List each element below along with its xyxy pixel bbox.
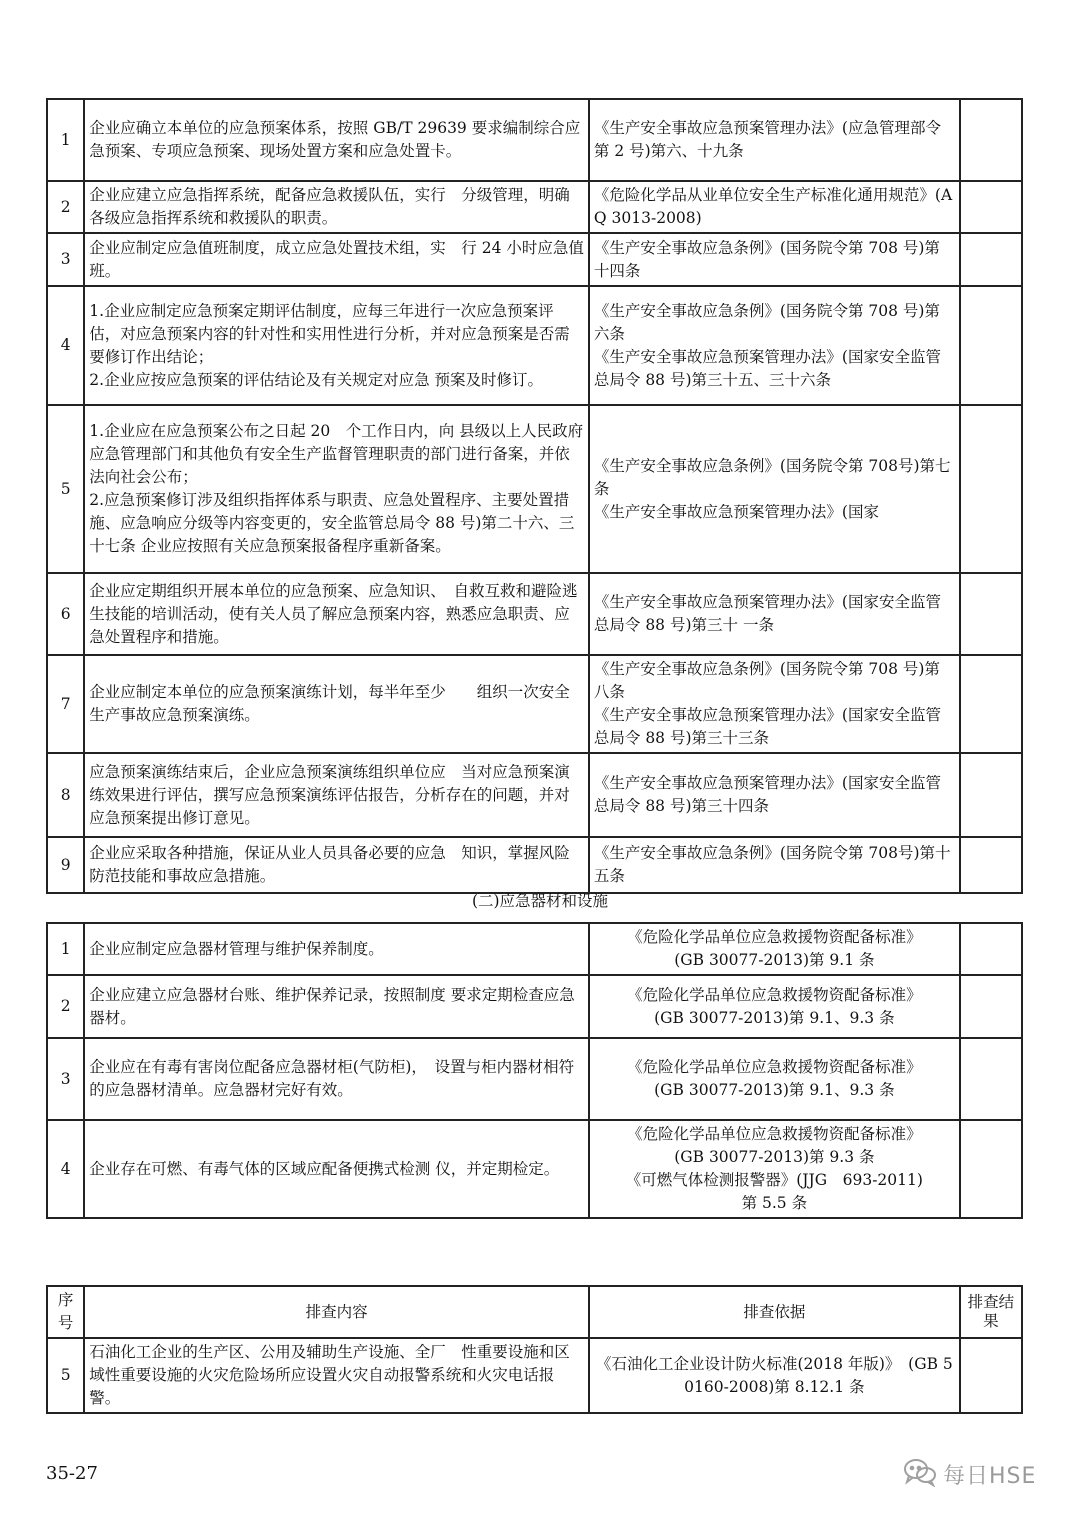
check-content: 企业应确立本单位的应急预案体系，按照 GB/T 29639 要求编制综合应急预案、专项应急预案、现场处置方案和应急处置卡。 [84,99,589,181]
table-row [47,573,1022,655]
check-content: 1.企业应制定应急预案定期评估制度，应每三年进行一次应急预案评估，对应急预案内容的针对性和实用性进行分析，并对应急预案是否需要修订作出结论； 2.企业应按应急预案的评估结论及有关规定对应急 预案及时修订。 [84,286,589,405]
check-basis: 《生产安全事故应急预案管理办法》(应急管理部令第 2 号)第六、十九条 [589,99,960,181]
check-basis: 《生产安全事故应急条例》(国务院令第 708号)第十五条 [589,837,960,893]
check-content: 企业应制定应急器材管理与维护保养制度。 [84,923,589,975]
checklist-table-emergency-equipment [46,922,1023,1219]
check-basis: 《危险化学品单位应急救援物资配备标准》 (GB 30077-2013)第 9.3 条 《可燃气体检测报警器》(JJG 693-2011) 第 5.5 条 [589,1120,960,1218]
check-content: 企业应定期组织开展本单位的应急预案、应急知识、 自救互救和避险逃生技能的培训活动，使有关人员了解应急预案内容，熟悉应急职责、应急处置程序和措施。 [84,573,589,655]
check-content: 企业应建立应急指挥系统，配备应急救援队伍，实行 分级管理，明确各级应急指挥系统和救援队的职责。 [84,181,589,233]
table-row [47,99,1022,181]
table-row [47,753,1022,837]
row-number: 2 [47,181,84,233]
check-result-cell[interactable] [960,1120,1022,1218]
check-basis: 《生产安全事故应急条例》(国务院令第 708 号)第六条 《生产安全事故应急预案管理办法》(国家安全监管总局令 88 号)第三十五、三十六条 [589,286,960,405]
check-basis: 《生产安全事故应急预案管理办法》(国家安全监管总局令 88 号)第三十 一条 [589,573,960,655]
row-number: 7 [47,655,84,753]
table-row [47,1038,1022,1120]
check-result-cell[interactable] [960,975,1022,1038]
check-basis: 《危险化学品单位应急救援物资配备标准》 (GB 30077-2013)第 9.1 条 [589,923,960,975]
check-basis: 《生产安全事故应急条例》(国务院令第 708 号)第八条 《生产安全事故应急预案管理办法》(国家安全监管总局令 88 号)第三十三条 [589,655,960,753]
check-content: 应急预案演练结束后，企业应急预案演练组织单位应 当对应急预案演练效果进行评估，撰写应急预案演练评估报告，分析存在的问题，并对应急预案提出修订意见。 [84,753,589,837]
check-result-cell[interactable] [960,753,1022,837]
table-row [47,1338,1022,1413]
check-basis: 《危险化学品从业单位安全生产标准化通用规范》(AQ 3013-2008) [589,181,960,233]
row-number: 4 [47,1120,84,1218]
watermark-logo [903,1457,1036,1491]
header-result: 排查结果 [960,1286,1022,1338]
row-number: 9 [47,837,84,893]
check-basis: 《石油化工企业设计防火标准(2018 年版)》 (GB 50160-2008)第 8.12.1 条 [589,1338,960,1413]
table-row [47,923,1022,975]
row-number: 5 [47,405,84,573]
table-header-row [47,1286,1022,1338]
table-row [47,233,1022,286]
check-basis: 《生产安全事故应急预案管理办法》(国家安全监管总局令 88 号)第三十四条 [589,753,960,837]
check-result-cell[interactable] [960,837,1022,893]
table-row [47,1120,1022,1218]
row-number: 3 [47,1038,84,1120]
row-number: 5 [47,1338,84,1413]
header-basis: 排查依据 [589,1286,960,1338]
checklist-table-emergency-plan [46,98,1023,894]
check-result-cell[interactable] [960,1338,1022,1413]
row-number: 6 [47,573,84,655]
check-content: 企业应制定本单位的应急预案演练计划，每半年至少 组织一次安全生产事故应急预案演练。 [84,655,589,753]
check-result-cell[interactable] [960,573,1022,655]
checklist-table-fire-alarm [46,1285,1023,1414]
check-content: 企业应建立应急器材台账、维护保养记录，按照制度 要求定期检查应急器材。 [84,975,589,1038]
check-result-cell[interactable] [960,233,1022,286]
header-content: 排查内容 [84,1286,589,1338]
check-result-cell[interactable] [960,286,1022,405]
check-basis: 《危险化学品单位应急救援物资配备标准》 (GB 30077-2013)第 9.1、9.3 条 [589,975,960,1038]
check-content: 企业应采取各种措施，保证从业人员具备必要的应急 知识，掌握风险防范技能和事故应急措施。 [84,837,589,893]
table-row [47,975,1022,1038]
table-row [47,286,1022,405]
table-row [47,837,1022,893]
check-basis: 《生产安全事故应急条例》(国务院令第 708号)第七条 《生产安全事故应急预案管理办法》(国家 [589,405,960,573]
check-result-cell[interactable] [960,655,1022,753]
check-basis: 《危险化学品单位应急救援物资配备标准》 (GB 30077-2013)第 9.1、9.3 条 [589,1038,960,1120]
row-number: 4 [47,286,84,405]
check-result-cell[interactable] [960,923,1022,975]
wechat-icon [903,1457,937,1491]
row-number: 3 [47,233,84,286]
row-number: 2 [47,975,84,1038]
check-result-cell[interactable] [960,181,1022,233]
row-number: 1 [47,923,84,975]
row-number: 8 [47,753,84,837]
header-number: 序号 [47,1286,84,1338]
logo-text: 每日HSE [943,1463,1037,1489]
table-row [47,181,1022,233]
table-row [47,405,1022,573]
row-number: 1 [47,99,84,181]
check-result-cell[interactable] [960,99,1022,181]
check-content: 企业应在有毒有害岗位配备应急器材柜(气防柜)， 设置与柜内器材相符的应急器材清单。应急器材完好有效。 [84,1038,589,1120]
check-result-cell[interactable] [960,405,1022,573]
check-content: 企业存在可燃、有毒气体的区域应配备便携式检测 仪，并定期检定。 [84,1120,589,1218]
page-number: 35-27 [46,1463,98,1484]
section-title: (二)应急器材和设施 [471,892,609,910]
check-basis: 《生产安全事故应急条例》(国务院令第 708 号)第十四条 [589,233,960,286]
table-row [47,655,1022,753]
check-content: 石油化工企业的生产区、公用及辅助生产设施、全厂 性重要设施和区域性重要设施的火灾危险场所应设置火灾自动报警系统和火灾电话报警。 [84,1338,589,1413]
check-content: 企业应制定应急值班制度，成立应急处置技术组，实 行 24 小时应急值班。 [84,233,589,286]
check-content: 1.企业应在应急预案公布之日起 20 个工作日内，向 县级以上人民政府应急管理部门和其他负有安全生产监督管理职责的部门进行备案，并依法向社会公布； 2.应急预案修订涉及组织指挥体系与职责、应急处置程序、主要处置措施、应急响应分级等内容变更的，安全监管总局令 88 号)第二十六、三十七条 企业应按照有关应急预案报备程序重新备案。 [84,405,589,573]
check-result-cell[interactable] [960,1038,1022,1120]
